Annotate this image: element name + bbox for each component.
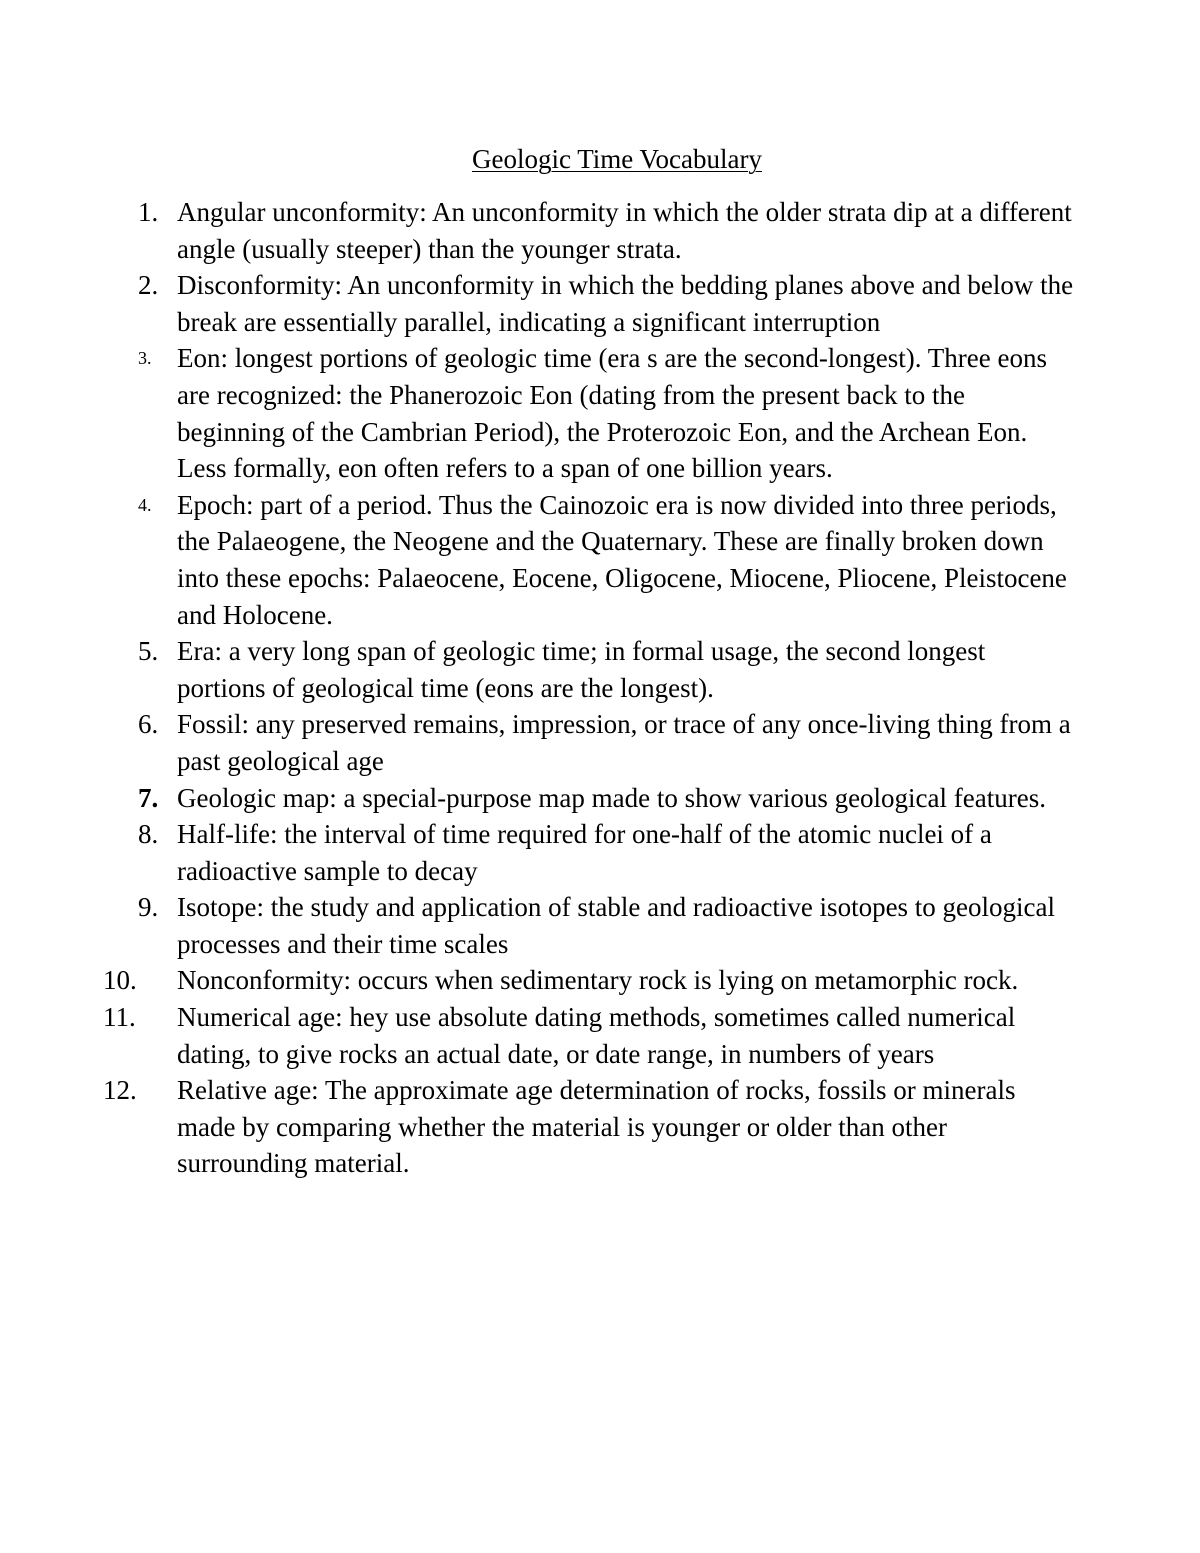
vocab-item-era: [138, 633, 1078, 706]
item-number: 1.: [138, 197, 159, 227]
vocab-item-numerical-age: [103, 999, 1078, 1072]
vocab-item-half-life: [138, 816, 1078, 889]
item-number: 11.: [103, 1002, 136, 1033]
item-number: 2.: [138, 270, 159, 301]
item-number: 4.: [138, 494, 152, 515]
vocabulary-list: [103, 194, 1078, 1182]
vocab-item-disconformity: [138, 267, 1078, 340]
vocab-item-relative-age: [103, 1072, 1078, 1182]
item-text: Era: a very long span of geologic time; in formal usage, the second longest portions of geological time (eons are the longest).: [177, 636, 986, 703]
item-text: Nonconformity: occurs when sedimentary rock is lying on metamorphic rock.: [177, 965, 1019, 996]
item-number: 8.: [138, 819, 159, 850]
vocab-item-eon: [138, 340, 1078, 486]
vocab-item-epoch: [138, 487, 1078, 633]
item-number: 3.: [138, 348, 152, 369]
item-text: Geologic map: a special-purpose map made to show various geological features.: [177, 782, 1046, 813]
vocab-item-angular-unconformity: [138, 194, 1078, 267]
item-text: Isotope: the study and application of stable and radioactive isotopes to geological processes and their time scales: [177, 892, 1056, 959]
item-text: Fossil: any preserved remains, impression, or trace of any once-living thing from a past geological age: [177, 709, 1071, 776]
item-number: 10.: [103, 965, 137, 996]
item-number: 7.: [138, 782, 159, 813]
item-number: 6.: [138, 709, 159, 740]
item-number: 5.: [138, 636, 159, 667]
item-text: Disconformity: An unconformity in which the bedding planes above and below the break are essentially parallel, indicating a significant interruption: [177, 270, 1074, 337]
item-number: 9.: [138, 892, 159, 923]
vocab-item-fossil: [138, 706, 1078, 779]
vocab-item-geologic-map: [138, 780, 1078, 817]
item-text: Eon: longest portions of geologic time (era s are the second-longest). Three eons are recognized: the Phanerozoic Eon (dating from the present back to the beginning of the Cambrian Period), the Proterozoic Eon, and the Archean Eon. Less formally, eon often refers to a span of one billion years.: [177, 343, 1047, 484]
document-title: Geologic Time Vocabulary: [472, 144, 762, 174]
vocab-item-nonconformity: [103, 962, 1078, 999]
vocab-item-isotope: [138, 889, 1078, 962]
item-text: Angular unconformity: An unconformity in which the older strata dip at a different angle (usually steeper) than the younger strata.: [177, 197, 1072, 264]
item-text: Numerical age: hey use absolute dating methods, sometimes called numerical dating, to give rocks an actual date, or date range, in numbers of years: [177, 1002, 1016, 1069]
item-text: Epoch: part of a period. Thus the Cainozoic era is now divided into three periods, the Palaeogene, the Neogene and the Quaternary. These are finally broken down into these epochs: Palaeocene, Eocene, Oligocene, Miocene, Pliocene, Pleistocene and Holocene.: [177, 489, 1067, 630]
item-number: 12.: [103, 1075, 137, 1106]
item-text: Half-life: the interval of time required for one-half of the atomic nuclei of a radioactive sample to decay: [177, 819, 992, 886]
item-text: Relative age: The approximate age determination of rocks, fossils or minerals made by comparing whether the material is younger or older than other surrounding material.: [177, 1075, 1016, 1179]
